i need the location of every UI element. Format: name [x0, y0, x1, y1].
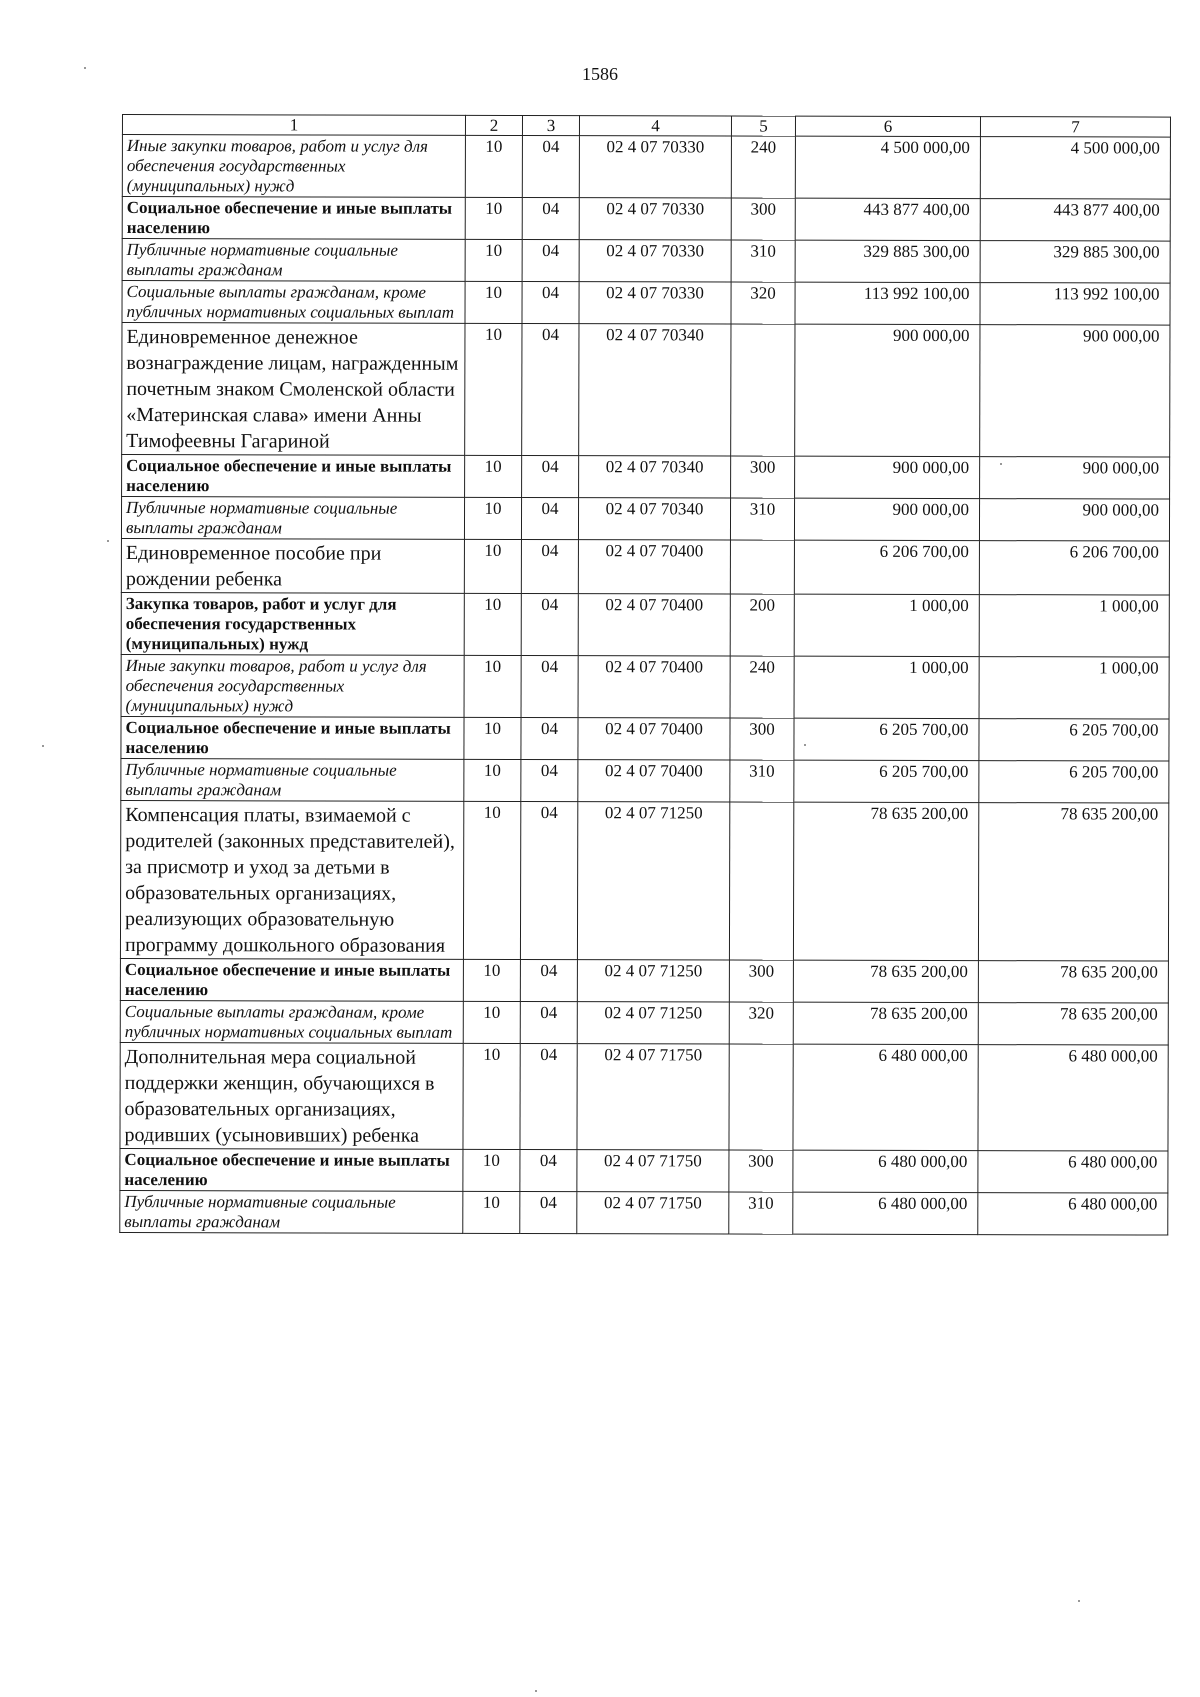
table-row [120, 958, 1168, 1003]
row-subsection-cell: 04 [521, 593, 578, 655]
row-name-cell: Социальное обеспечение и иные выплаты населению [120, 958, 463, 1001]
scan-speck [804, 744, 806, 746]
row-code-cell: 02 4 07 70400 [578, 760, 730, 802]
row-name-cell: Публичные нормативные социальные выплаты гражданам [121, 758, 464, 801]
scan-speck [1000, 463, 1002, 465]
table-row [122, 323, 1170, 458]
table-header [122, 115, 1170, 138]
row-type-cell: 300 [731, 456, 795, 498]
row-section-cell: 10 [465, 197, 522, 239]
table-row [120, 1000, 1168, 1045]
row-type-cell: 310 [730, 760, 794, 802]
table-row [122, 455, 1170, 500]
row-type-cell [730, 540, 794, 594]
row-amount-1-cell: 78 635 200,00 [793, 960, 978, 1002]
table-row [120, 1190, 1168, 1235]
row-name-cell: Социальное обеспечение и иные выплаты населению [122, 455, 465, 498]
row-code-cell: 02 4 07 71750 [577, 1192, 729, 1234]
row-type-cell [729, 802, 793, 960]
row-name-cell: Публичные нормативные социальные выплаты гражданам [122, 239, 465, 282]
row-amount-2-cell: 78 635 200,00 [978, 961, 1168, 1003]
row-code-cell: 02 4 07 70340 [579, 456, 731, 498]
row-amount-2-cell: 443 877 400,00 [980, 199, 1170, 241]
row-amount-1-cell: 4 500 000,00 [795, 136, 980, 198]
scan-speck [84, 67, 86, 69]
row-type-cell: 200 [730, 594, 794, 656]
row-amount-1-cell: 1 000,00 [794, 594, 979, 656]
row-name-cell: Социальное обеспечение и иные выплаты населению [120, 1148, 463, 1191]
scan-speck [535, 1690, 537, 1692]
row-type-cell: 310 [729, 1192, 793, 1234]
row-type-cell [731, 324, 795, 456]
page-number: 1586 [582, 64, 618, 84]
scan-speck [42, 745, 44, 747]
row-code-cell: 02 4 07 71750 [577, 1044, 729, 1150]
header-col-2: 2 [465, 115, 522, 135]
row-type-cell: 240 [730, 656, 794, 718]
row-subsection-cell: 04 [521, 497, 578, 539]
row-section-cell: 10 [464, 593, 521, 655]
row-amount-2-cell: 78 635 200,00 [978, 803, 1168, 961]
row-type-cell: 300 [729, 960, 793, 1002]
row-amount-1-cell: 6 205 700,00 [794, 760, 979, 802]
row-amount-1-cell: 900 000,00 [795, 456, 980, 498]
row-section-cell: 10 [465, 323, 522, 455]
row-amount-1-cell: 78 635 200,00 [793, 802, 978, 960]
row-amount-2-cell: 1 000,00 [979, 657, 1169, 719]
row-type-cell: 300 [731, 198, 795, 240]
row-name-cell: Социальные выплаты гражданам, кроме публичных нормативных социальных выплат [122, 281, 465, 324]
table-row [121, 497, 1169, 542]
row-code-cell: 02 4 07 70330 [579, 198, 731, 240]
row-type-cell [729, 1044, 793, 1150]
scan-speck [107, 540, 109, 542]
header-col-7: 7 [980, 117, 1170, 137]
row-amount-1-cell: 6 480 000,00 [793, 1192, 978, 1234]
row-amount-1-cell: 78 635 200,00 [793, 1002, 978, 1044]
row-type-cell: 310 [731, 240, 795, 282]
header-col-4: 4 [579, 116, 731, 136]
row-amount-2-cell: 900 000,00 [980, 457, 1170, 499]
row-section-cell: 10 [464, 539, 521, 593]
row-amount-1-cell: 6 205 700,00 [794, 718, 979, 760]
row-name-cell: Иные закупки товаров, работ и услуг для обеспечения государственных (муниципальных) нужд [121, 654, 464, 717]
row-type-cell: 320 [731, 282, 795, 324]
row-subsection-cell: 04 [520, 959, 577, 1001]
row-code-cell: 02 4 07 70400 [578, 718, 730, 760]
row-amount-1-cell: 6 206 700,00 [794, 540, 979, 594]
table-row [120, 800, 1168, 961]
row-amount-2-cell: 6 205 700,00 [979, 719, 1169, 761]
table-row [120, 1148, 1168, 1193]
table-body [120, 135, 1171, 1236]
row-subsection-cell: 04 [520, 801, 577, 959]
row-subsection-cell: 04 [520, 1043, 577, 1149]
row-amount-2-cell: 6 480 000,00 [978, 1045, 1168, 1151]
row-subsection-cell: 04 [520, 1191, 577, 1233]
row-subsection-cell: 04 [522, 239, 579, 281]
row-code-cell: 02 4 07 70340 [579, 324, 731, 456]
row-subsection-cell: 04 [521, 539, 578, 593]
row-amount-1-cell: 1 000,00 [794, 656, 979, 718]
row-type-cell: 300 [729, 1150, 793, 1192]
row-section-cell: 10 [463, 1043, 520, 1149]
row-amount-2-cell: 113 992 100,00 [980, 283, 1170, 325]
row-section-cell: 10 [463, 959, 520, 1001]
row-type-cell: 300 [730, 718, 794, 760]
row-amount-2-cell: 900 000,00 [980, 325, 1170, 457]
row-amount-2-cell: 1 000,00 [979, 595, 1169, 657]
row-type-cell: 310 [730, 498, 794, 540]
row-section-cell: 10 [464, 655, 521, 717]
row-section-cell: 10 [465, 455, 522, 497]
row-section-cell: 10 [465, 239, 522, 281]
row-amount-2-cell: 4 500 000,00 [980, 137, 1170, 199]
table-row [122, 135, 1170, 200]
row-name-cell: Социальные выплаты гражданам, кроме публичных нормативных социальных выплат [120, 1000, 463, 1043]
row-amount-2-cell: 6 206 700,00 [979, 541, 1169, 595]
budget-table [119, 114, 1171, 1236]
row-code-cell: 02 4 07 71750 [577, 1150, 729, 1192]
row-name-cell: Единовременное денежное вознаграждение лицам, награжденным почетным знаком Смоленской области «Материнская слава» имени Анны Тимофеевны Гагариной [122, 323, 465, 456]
row-code-cell: 02 4 07 70340 [578, 498, 730, 540]
row-subsection-cell: 04 [520, 1001, 577, 1043]
scan-speck [1078, 1600, 1080, 1602]
row-subsection-cell: 04 [522, 323, 579, 455]
row-name-cell: Закупка товаров, работ и услуг для обеспечения государственных (муниципальных) нужд [121, 592, 464, 655]
row-subsection-cell: 04 [522, 197, 579, 239]
row-subsection-cell: 04 [522, 135, 579, 197]
table-row [122, 239, 1170, 284]
header-col-3: 3 [522, 115, 579, 135]
row-code-cell: 02 4 07 70400 [578, 656, 730, 718]
row-subsection-cell: 04 [521, 717, 578, 759]
row-amount-1-cell: 900 000,00 [794, 498, 979, 540]
row-subsection-cell: 04 [521, 759, 578, 801]
header-row [122, 115, 1170, 138]
row-amount-1-cell: 443 877 400,00 [795, 198, 980, 240]
row-amount-2-cell: 78 635 200,00 [978, 1003, 1168, 1045]
row-subsection-cell: 04 [522, 455, 579, 497]
row-subsection-cell: 04 [521, 655, 578, 717]
row-section-cell: 10 [463, 1149, 520, 1191]
row-subsection-cell: 04 [522, 281, 579, 323]
row-code-cell: 02 4 07 70330 [579, 282, 731, 324]
table-row [121, 716, 1169, 761]
row-section-cell: 10 [465, 135, 522, 197]
table-row [121, 758, 1169, 803]
row-amount-2-cell: 900 000,00 [979, 499, 1169, 541]
row-type-cell: 320 [729, 1002, 793, 1044]
row-name-cell: Публичные нормативные социальные выплаты гражданам [120, 1190, 463, 1233]
row-amount-1-cell: 113 992 100,00 [795, 282, 980, 324]
row-amount-2-cell: 6 480 000,00 [978, 1151, 1168, 1193]
row-name-cell: Компенсация платы, взимаемой с родителей (законных представителей), за присмотр и уход за детьми в образовательных организациях, реализующих образовательную программу дошкольного образования [120, 800, 463, 959]
header-col-5: 5 [731, 116, 795, 136]
table-row [121, 592, 1169, 657]
row-type-cell: 240 [731, 136, 795, 198]
row-subsection-cell: 04 [520, 1149, 577, 1191]
header-col-1: 1 [122, 115, 465, 136]
row-section-cell: 10 [464, 759, 521, 801]
row-amount-1-cell: 329 885 300,00 [795, 240, 980, 282]
table-row [122, 281, 1170, 326]
row-code-cell: 02 4 07 71250 [577, 1002, 729, 1044]
row-code-cell: 02 4 07 71250 [577, 802, 729, 960]
row-name-cell: Иные закупки товаров, работ и услуг для обеспечения государственных (муниципальных) нужд [122, 135, 465, 198]
header-col-6: 6 [795, 116, 980, 136]
row-amount-1-cell: 6 480 000,00 [793, 1150, 978, 1192]
row-section-cell: 10 [465, 281, 522, 323]
row-name-cell: Единовременное пособие при рождении ребенка [121, 538, 464, 593]
row-section-cell: 10 [464, 497, 521, 539]
table-row [121, 654, 1169, 719]
row-amount-2-cell: 6 480 000,00 [978, 1193, 1168, 1235]
row-amount-2-cell: 6 205 700,00 [979, 761, 1169, 803]
row-code-cell: 02 4 07 70330 [579, 240, 731, 282]
row-code-cell: 02 4 07 70330 [579, 136, 731, 198]
row-amount-2-cell: 329 885 300,00 [980, 241, 1170, 283]
row-name-cell: Публичные нормативные социальные выплаты гражданам [121, 497, 464, 540]
table-row [120, 1042, 1168, 1151]
row-name-cell: Дополнительная мера социальной поддержки женщин, обучающихся в образовательных организациях, родивших (усыновивших) ребенка [120, 1042, 463, 1149]
row-section-cell: 10 [464, 717, 521, 759]
row-amount-1-cell: 900 000,00 [795, 324, 980, 456]
table-row [122, 197, 1170, 242]
row-code-cell: 02 4 07 70400 [578, 594, 730, 656]
table-row [121, 538, 1169, 595]
row-amount-1-cell: 6 480 000,00 [793, 1044, 978, 1150]
row-section-cell: 10 [463, 1191, 520, 1233]
row-code-cell: 02 4 07 71250 [577, 960, 729, 1002]
row-section-cell: 10 [463, 801, 520, 959]
row-code-cell: 02 4 07 70400 [578, 540, 730, 594]
row-section-cell: 10 [463, 1001, 520, 1043]
row-name-cell: Социальное обеспечение и иные выплаты населению [121, 716, 464, 759]
row-name-cell: Социальное обеспечение и иные выплаты населению [122, 197, 465, 240]
